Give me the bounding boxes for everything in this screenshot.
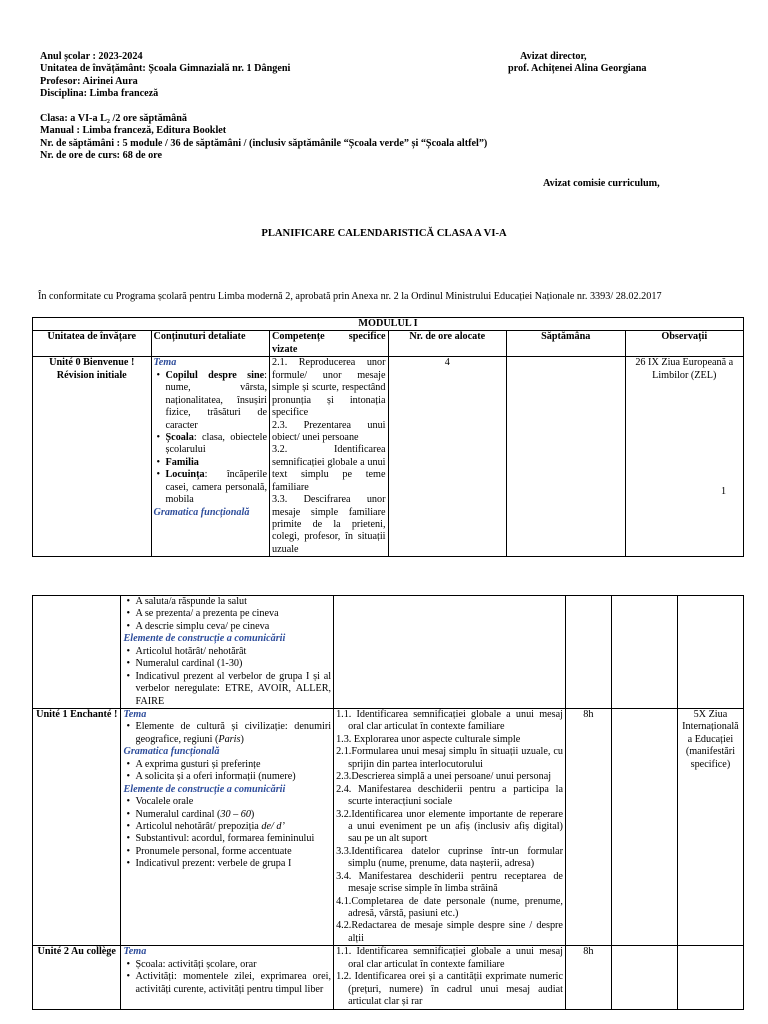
unit-2-week (611, 946, 677, 1009)
conformity-statement: În conformitate cu Programa școlară pentru Limba modernă 2, aprobată prin Anexa nr. 2 la Ordinul Ministrului Educației Naționale nr. 3393/ 28.02.2017 (38, 291, 662, 302)
unit-2-hours: 8h (565, 946, 611, 1009)
list-item: 2.1. Reproducerea unor formule/ unor mesaje simple și scurte, respectând pronunția și intonația specifice (272, 357, 386, 419)
list-item: 3.4. Manifestarea deschiderii pentru receptarea de mesaje scrise simple în limba străină (336, 870, 563, 895)
list-item: 4.2.Redactarea de mesaje simple despre sine / despre alții (336, 920, 563, 944)
list-item: • Pronumele personal, forme accentuate (123, 846, 331, 858)
list-item: • Școala: activități școlare, orar (123, 959, 331, 971)
table-row (33, 946, 744, 1009)
list-item: • A se prezenta/ a prezenta pe cineva (123, 608, 331, 620)
list-item: 2.1.Formularea unui mesaj simplu în situații uzuale, cu sprijin din partea interlocutorului (336, 746, 563, 770)
unit-0-hours: 4 (388, 357, 507, 557)
section-gramatica: Gramatica funcțională (153, 506, 250, 518)
list-item: • Școala: clasa, obiectele școlarului (154, 432, 268, 457)
list-item: 3.3. Descifrarea unor mesaje simple familiare primite de la prieteni, colegi, profesor, în situații uzuale (272, 494, 386, 555)
list-item: 3.2.Identificarea unor elemente importante de reperare a unui eveniment pe un afiș (inclusiv afiș digital) sau pe un alt suport (336, 808, 563, 845)
unit-1-competences (334, 709, 566, 946)
curriculum-approval: Avizat comisie curriculum, (543, 178, 660, 189)
header-right (508, 51, 748, 76)
list-item: • Vocalele orale (123, 796, 331, 808)
page-title: PLANIFICARE CALENDARISTICĂ CLASA A VI-A (261, 228, 507, 239)
unit-0-content (151, 357, 270, 557)
unit-0-name: Unité 0 Bienvenue ! Révision initiale (33, 357, 152, 557)
list-item: 4.1.Completarea de date personale (nume, prenume, adresă, vârstă, pasiuni etc.) (336, 895, 563, 919)
list-item: • Articolul hotărât/ nehotărât (123, 646, 331, 658)
list-item: 2.4. Manifestarea deschiderii pentru a participa la scurte interacțiuni sociale (336, 783, 563, 808)
class-info: Clasa: a VI-a L₂ /2 ore săptămână (40, 112, 188, 124)
module-row (33, 318, 744, 331)
list-item: 2.3. Prezentarea unui obiect/ unei persoane (272, 419, 386, 443)
list-item: • Familia (154, 457, 268, 469)
director-approval: Avizat director, (520, 51, 587, 62)
list-item: • Numeralul cardinal (30 – 60) (123, 809, 331, 821)
weeks-info: Nr. de săptămâni : 5 module / 36 de săptămâni / (inclusiv săptămânile “Școala verde” și “Școala altfel”) (40, 137, 488, 149)
list-item: 1.2. Identificarea orei și a cantității exprimate numeric (prețuri, numere) în cadrul unui mesaj audiat articulat clar și rar (336, 971, 563, 1008)
planning-table-page-1 (32, 317, 744, 557)
list-item: • Activități: momentele zilei, exprimarea orei, activități curente, activități pentru timpul liber (123, 971, 331, 996)
director-name: prof. Achițenei Alina Georgiana (508, 63, 647, 75)
list-item: • Indicativul prezent: verbele de grupa I (123, 858, 331, 870)
unit-0-notes: 26 IX Ziua Europeană a Limbilor (ZEL) (625, 357, 744, 557)
list-item: • Numeralul cardinal (1-30) (123, 658, 331, 670)
section-elemente: Elemente de construcție a comunicării (123, 783, 286, 795)
unit-1-name: Unité 1 Enchanté ! (33, 709, 121, 946)
subject: Disciplina: Limba franceză (40, 88, 159, 100)
list-item: • Locuința: încăperile casei, camera personală, mobila (154, 469, 268, 506)
textbook: Manual : Limba franceză, Editura Booklet (40, 125, 227, 137)
page-number: 1 (721, 486, 727, 497)
section-tema: Tema (123, 709, 147, 720)
list-item: • Substantivul: acordul, formarea femininului (123, 833, 331, 845)
header-row (33, 331, 744, 357)
list-item: • A exprima gusturi și preferințe (123, 759, 331, 771)
col-unit: Unitatea de învățare (33, 331, 152, 357)
section-tema: Tema (123, 946, 147, 958)
teacher: Profesor: Airinei Aura (40, 75, 138, 87)
school-year: Anul școlar : 2023-2024 (40, 51, 143, 62)
list-item: 1.1. Identificarea semnificației globale a unui mesaj oral clar articulat în contexte familiare (336, 709, 563, 733)
unit-0-cont-content (121, 596, 334, 709)
section-elemente: Elemente de construcție a comunicării (123, 633, 286, 645)
table-row (33, 357, 744, 557)
header-left (40, 51, 500, 163)
list-item: 3.2. Identificarea semnificației globale a unui text simplu pe teme familiare (272, 444, 386, 493)
unit-0-week (507, 357, 626, 557)
unit-1-content (121, 709, 334, 946)
section-tema: Tema (153, 357, 177, 369)
list-item: • Articolul nehotărât/ prepoziția de/ d’ (123, 821, 331, 833)
list-item: 1.3. Explorarea unor aspecte culturale simple (336, 733, 521, 745)
table-row (33, 596, 744, 709)
unit-0-cont-name (33, 596, 121, 709)
unit-2-notes (677, 946, 743, 1009)
planning-table-page-2 (32, 595, 744, 1010)
col-competences: Competențe specifice vizate (270, 331, 389, 357)
col-week: Săptămâna (507, 331, 626, 357)
list-item: • A solicita și a oferi informații (numere) (123, 771, 331, 783)
list-item: • A saluta/a răspunde la salut (123, 596, 331, 608)
list-item: • Copilul despre sine: nume, vârsta, naționalitatea, însușiri fizice, trăsături de caracter (154, 370, 268, 432)
list-item: • Elemente de cultură și civilizație: denumiri geografice, regiuni (Paris) (123, 721, 331, 746)
section-gramatica: Gramatica funcțională (123, 746, 220, 758)
list-item: 3.3.Identificarea datelor cuprinse într-un formular simplu (nume, prenume, data nașterii, adresa) (336, 845, 563, 870)
unit-2-content (121, 946, 334, 1009)
unit-2-name: Unité 2 Au collège (33, 946, 121, 1009)
list-item: 2.3.Descrierea simplă a unei persoane/ unui personaj (336, 771, 552, 783)
hours-info: Nr. de ore de curs: 68 de ore (40, 150, 163, 162)
unit-0-competences (270, 357, 389, 557)
col-hours: Nr. de ore alocate (388, 331, 507, 357)
unit-1-hours: 8h (565, 709, 611, 946)
table-row (33, 709, 744, 946)
unit-1-notes: 5X Ziua Internațională a Educației (manifestări specifice) (677, 709, 743, 946)
unit-2-competences (334, 946, 566, 1009)
list-item: 1.1. Identificarea semnificației globale a unui mesaj oral clar articulat în contexte familiare (336, 946, 563, 970)
list-item: • A descrie simplu ceva/ pe cineva (123, 621, 331, 633)
school-unit: Unitatea de învățământ: Școala Gimnazială nr. 1 Dângeni (40, 63, 291, 75)
col-notes: Observații (625, 331, 744, 357)
col-content: Conținuturi detaliate (151, 331, 270, 357)
list-item: • Indicativul prezent al verbelor de grupa I și al verbelor neregulate: ETRE, AVOIR, ALLER, FAIRE (123, 671, 331, 708)
module-title: MODULUL I (33, 318, 744, 331)
unit-1-week (611, 709, 677, 946)
